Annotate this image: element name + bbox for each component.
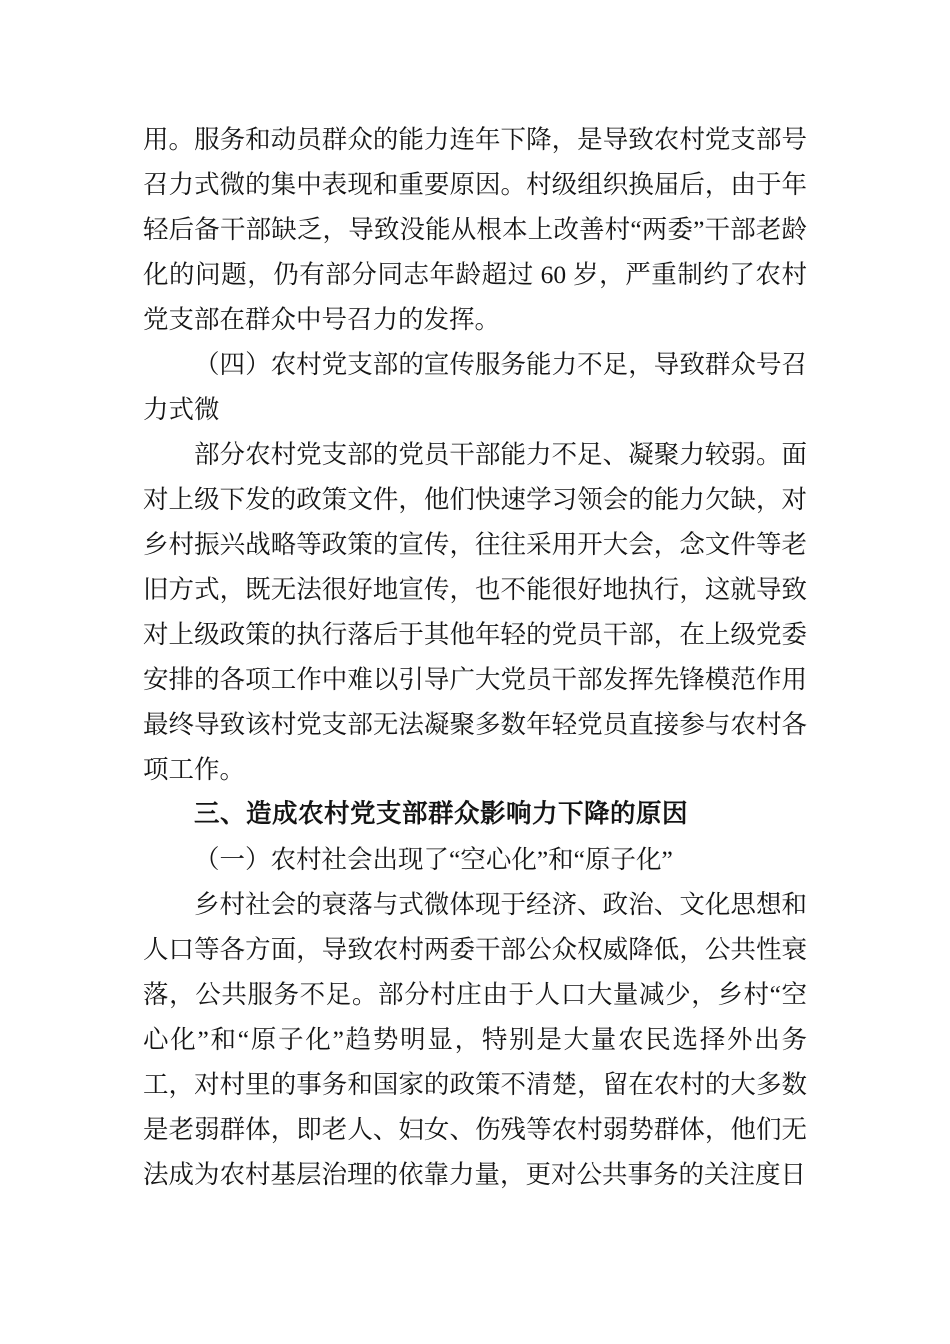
sub-heading: （一）农村社会出现了“空心化”和“原子化”	[194, 845, 673, 874]
section-heading: 三、造成农村党支部群众影响力下降的原因	[194, 800, 689, 828]
body-paragraph: 部分农村党支部的党员干部能力不足、凝聚力较弱。面对上级下发的政策文件，他们快速学习领会的能力欠缺，对乡村振兴战略等政策的宣传，往往采用开大会，念文件等老旧方式，既无法很好地宣传，也不能很好地执行，这就导致对上级政策的执行落后于其他年轻的党员干部，在上级党委安排的各项工作中难以引导广大党员干部发挥先锋模范作用最终导致该村党支部无法凝聚多数年轻党员直接参与农村各项工作。	[143, 440, 807, 784]
body-paragraph: 乡村社会的衰落与式微体现于经济、政治、文化思想和人口等各方面，导致农村两委干部公众权威降低，公共性衰落，公共服务不足。部分村庄由于人口大量减少，乡村“空心化”和“原子化”趋势明显，特别是大量农民选择外出务工，对村里的事务和国家的政策不清楚，留在农村的大多数是老弱群体，即老人、妇女、伤残等农村弱势群体，他们无法成为农村基层治理的依靠力量，更对公共事务的关注度日	[143, 890, 807, 1189]
sub-heading: （四）农村党支部的宣传服务能力不足，导致群众号召力式微	[143, 350, 807, 424]
document-body	[143, 117, 807, 1197]
body-paragraph: 用。服务和动员群众的能力连年下降，是导致农村党支部号召力式微的集中表现和重要原因。村级组织换届后，由于年轻后备干部缺乏，导致没能从根本上改善村“两委”干部老龄化的问题，仍有部分同志年龄超过 60 岁，严重制约了农村党支部在群众中号召力的发挥。	[143, 125, 807, 334]
